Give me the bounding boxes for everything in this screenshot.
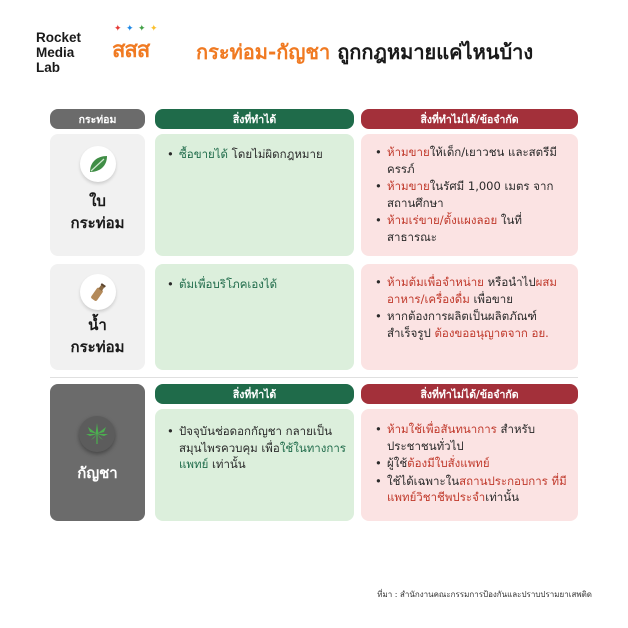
- title-rest: ถูกกฎหมายแค่ไหนบ้าง: [330, 40, 534, 64]
- restricted-list: [375, 274, 570, 342]
- list-item-text: หรือนำไป: [483, 275, 536, 289]
- list-item-text: เท่านั้น: [485, 490, 519, 504]
- list-item: [375, 144, 570, 177]
- cannabis-restricted: [361, 409, 578, 521]
- list-item-text: ผสมอาหาร/เครื่องดื่ม: [387, 275, 557, 306]
- restricted-list: [375, 421, 570, 507]
- list-item-text: ต้มเพื่อบริโภคเองได้: [179, 277, 278, 291]
- restricted-header-cannabis: สิ่งที่ทำไม่ได้/ข้อจำกัด: [361, 384, 578, 404]
- logo-line-2: Media: [36, 45, 75, 60]
- logo-line-3: Lab: [36, 60, 61, 75]
- kratom-leaf-restricted: [361, 134, 578, 256]
- kratom-water-restricted: [361, 264, 578, 370]
- list-item: [167, 276, 347, 293]
- kratom-leaf-allowed: [155, 134, 354, 256]
- restricted-header: สิ่งที่ทำไม่ได้/ข้อจำกัด: [361, 109, 578, 129]
- header: [36, 24, 596, 80]
- list-item-text: สถานประกอบการ ที่มีแพทย์วิชาชีพประจำ: [387, 473, 567, 504]
- list-item-text: ให้เด็ก/เยาวชน และสตรีมีครรภ์: [387, 145, 557, 176]
- kratom-water-label: [50, 314, 145, 358]
- kratom-leaf-label: [50, 190, 145, 234]
- list-item-text: ต้องขออนุญาตจาก อย.: [434, 325, 549, 340]
- list-item: [375, 308, 570, 341]
- title-highlight: กระท่อม-กัญชา: [196, 40, 331, 64]
- list-item-text: ห้ามขาย: [387, 179, 430, 193]
- allowed-list: [167, 276, 347, 294]
- list-item-text: ห้ามใช้เพื่อสันทนาการ: [387, 422, 497, 436]
- list-item-text: ซื้อขายได้: [179, 147, 229, 161]
- kratom-leaf-category: [50, 134, 145, 256]
- cannabis-category: [50, 384, 145, 521]
- logo-line-1: Rocket: [36, 30, 82, 45]
- list-item-text: หากต้องการผลิตเป็นผลิตภัณฑ์สำเร็จรูป: [387, 309, 537, 340]
- list-item: [375, 455, 570, 472]
- list-item-text: ในรัศมี 1,000 เมตร จากสถานศึกษา: [387, 179, 554, 210]
- category-header: กระท่อม: [50, 109, 145, 129]
- list-item-text: โดยไม่ผิดกฎหมาย: [228, 147, 323, 161]
- allowed-list: [167, 423, 347, 474]
- cannabis-leaf-icon: [79, 416, 115, 452]
- list-item-text: สำหรับประชาชนทั่วไป: [387, 422, 536, 453]
- allowed-list: [167, 146, 347, 164]
- list-item: [375, 473, 570, 506]
- source-note: ที่มา : สำนักงานคณะกรรมการป้องกันและปราบปรามยาเสพติด: [377, 590, 592, 599]
- label-line-2: กระท่อม: [70, 214, 125, 232]
- list-item-text: ห้ามขาย: [387, 145, 430, 159]
- label-line-1: น้ำ: [88, 316, 107, 334]
- list-item-text: ใช้ได้เฉพาะใน: [387, 473, 460, 488]
- list-item-text: ปัจจุบันช่อดอกกัญชา กลายเป็นสมุนไพรควบคุม เพื่อ: [179, 424, 332, 455]
- cannabis-allowed: [155, 409, 354, 521]
- thaihealth-logo: ✦ ✦ ✦ ✦ สสส: [110, 24, 172, 76]
- list-item-text: ห้ามต้มเพื่อจำหน่าย: [387, 275, 484, 289]
- list-item-text: เท่านั้น: [208, 457, 246, 471]
- allowed-header-cannabis: สิ่งที่ทำได้: [155, 384, 354, 404]
- kratom-water-allowed: [155, 264, 354, 370]
- allowed-header: สิ่งที่ทำได้: [155, 109, 354, 129]
- section-divider: [50, 377, 578, 378]
- page-title: [196, 36, 533, 68]
- label-line-2: กระท่อม: [70, 338, 125, 356]
- kratom-water-category: [50, 264, 145, 370]
- label-line-1: ใบ: [89, 192, 106, 210]
- list-item-text: ในที่สาธารณะ: [387, 213, 522, 244]
- bottle-icon: [80, 274, 116, 310]
- list-item-text: ต้องมีใบสั่งแพทย์: [407, 456, 490, 470]
- list-item-text: ห้ามเร่ขาย/ตั้งแผงลอย: [387, 213, 498, 227]
- list-item: [375, 421, 570, 454]
- list-item-text: ใช้ในทางการแพทย์: [179, 440, 346, 471]
- cannabis-label: กัญชา: [77, 464, 118, 482]
- restricted-list: [375, 144, 570, 246]
- list-item: [167, 423, 347, 473]
- list-item-text: เพื่อขาย: [469, 291, 513, 306]
- thaihealth-logo-text: สสส: [112, 38, 150, 63]
- list-item: [375, 212, 570, 245]
- list-item: [375, 178, 570, 211]
- rocket-media-lab-logo: [36, 30, 106, 75]
- list-item-text: ผู้ใช้: [387, 456, 408, 470]
- list-item: [167, 146, 347, 163]
- list-item: [375, 274, 570, 307]
- leaf-icon: [80, 146, 116, 182]
